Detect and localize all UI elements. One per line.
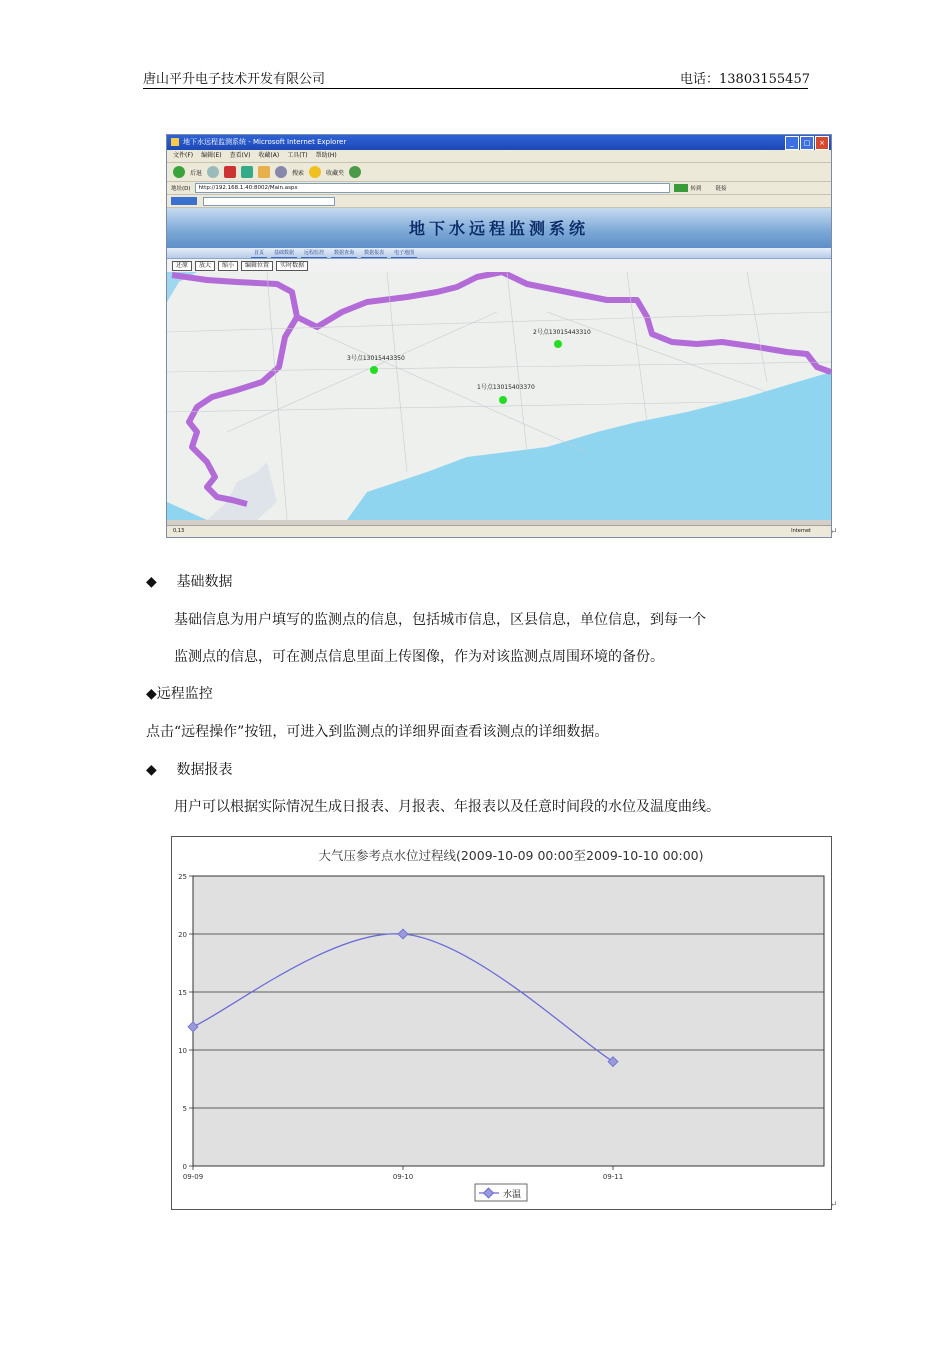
status-left: 0,13 bbox=[173, 528, 185, 534]
y-tick-label: 20 bbox=[178, 931, 187, 939]
menu-view[interactable]: 查看(V) bbox=[229, 152, 251, 159]
map-zoom-out-button[interactable]: 缩小 bbox=[218, 261, 238, 271]
x-tick-label: 09-09 bbox=[182, 1173, 204, 1181]
map-edit-position-button[interactable]: 编辑位置 bbox=[241, 261, 273, 271]
marker-2-label[interactable]: 2号点13015443310 bbox=[533, 329, 591, 336]
map-graphic bbox=[167, 272, 831, 520]
bullet-diamond-icon: ◆ bbox=[146, 762, 157, 778]
status-zone: Internet bbox=[791, 528, 811, 534]
app-nav bbox=[167, 248, 831, 259]
marker-2-dot[interactable] bbox=[554, 340, 562, 348]
y-tick-label: 10 bbox=[178, 1047, 187, 1055]
favorites-icon[interactable] bbox=[309, 166, 321, 178]
return-mark-icon: ↵ bbox=[830, 527, 838, 537]
menu-bar bbox=[167, 150, 831, 163]
favorites-label[interactable]: 收藏夹 bbox=[326, 169, 345, 177]
map-view[interactable] bbox=[167, 272, 831, 520]
map-realtime-button[interactable]: 实时数据 bbox=[276, 261, 308, 271]
menu-favorites[interactable]: 收藏(A) bbox=[258, 152, 280, 159]
close-icon[interactable]: × bbox=[815, 136, 829, 150]
section-remote-heading: ◆远程监控 bbox=[146, 686, 213, 702]
nav-home[interactable]: 首页 bbox=[251, 248, 267, 258]
basic-line-1: 基础信息为用户填写的监测点的信息，包括城市信息，区县信息，单位信息，到每一个 bbox=[174, 612, 706, 628]
nav-data-report[interactable]: 数据报表 bbox=[361, 248, 387, 258]
browser-statusbar bbox=[167, 525, 831, 537]
map-reset-button[interactable]: 还原 bbox=[172, 261, 192, 271]
go-icon[interactable] bbox=[674, 184, 688, 192]
x-tick-label: 09-11 bbox=[602, 1173, 624, 1181]
section-report-heading bbox=[146, 760, 232, 780]
app-banner bbox=[167, 208, 831, 248]
forward-icon[interactable] bbox=[207, 166, 219, 178]
menu-help[interactable]: 帮助(H) bbox=[315, 152, 337, 159]
nav-remote-monitor[interactable]: 远程监控 bbox=[301, 248, 327, 258]
toolbar-search-input[interactable] bbox=[203, 197, 335, 206]
legend-label: 水温 bbox=[503, 1190, 522, 1200]
basic-line-2: 监测点的信息，可在测点信息里面上传图像，作为对该监测点周围环境的备份。 bbox=[174, 649, 664, 665]
app-title: 地下水远程监测系统 bbox=[408, 219, 589, 238]
plot-area bbox=[193, 876, 824, 1166]
search-label[interactable]: 搜索 bbox=[292, 169, 305, 177]
nav-map[interactable]: 电子地图 bbox=[391, 248, 417, 258]
address-input[interactable]: http://192.168.1.40:8002/Main.aspx bbox=[195, 183, 670, 193]
nav-data-query[interactable]: 数据查询 bbox=[331, 248, 357, 258]
report-title: 数据报表 bbox=[176, 762, 233, 778]
browser-titlebar bbox=[167, 135, 831, 150]
header-rule bbox=[143, 88, 808, 89]
header-company: 唐山平升电子技术开发有限公司 bbox=[143, 72, 326, 87]
chart-frame bbox=[171, 836, 832, 1210]
chart-title: 大气压参考点水位过程线(2009-10-09 00:00至2009-10-10 00:00) bbox=[318, 848, 704, 863]
menu-edit[interactable]: 编辑(E) bbox=[201, 152, 222, 159]
address-bar bbox=[167, 182, 831, 195]
refresh-icon[interactable] bbox=[241, 166, 253, 178]
map-controls bbox=[167, 259, 831, 272]
history-icon[interactable] bbox=[349, 166, 361, 178]
maximize-icon[interactable]: □ bbox=[800, 136, 814, 150]
x-tick-label: 09-10 bbox=[392, 1173, 414, 1181]
nav-basic-data[interactable]: 基础数据 bbox=[271, 248, 297, 258]
ie-icon bbox=[171, 138, 179, 146]
marker-3-dot[interactable] bbox=[370, 366, 378, 374]
report-text: 用户可以根据实际情况生成日报表、月报表、年报表以及任意时间段的水位及温度曲线。 bbox=[174, 799, 720, 815]
header-phone: 电话：13803155457 bbox=[680, 72, 810, 87]
basic-title: 基础数据 bbox=[176, 574, 233, 590]
home-icon[interactable] bbox=[258, 166, 270, 178]
menu-file[interactable]: 文件(F) bbox=[173, 152, 194, 159]
y-tick-label: 5 bbox=[182, 1105, 187, 1113]
remote-text: 点击“远程操作”按钮，可进入到监测点的详细界面查看该测点的详细数据。 bbox=[146, 724, 609, 740]
back-label[interactable]: 后退 bbox=[190, 169, 203, 177]
y-tick-label: 25 bbox=[178, 873, 187, 881]
minimize-icon[interactable]: _ bbox=[785, 136, 799, 150]
water-level-chart bbox=[172, 837, 831, 1209]
y-tick-label: 15 bbox=[178, 989, 187, 997]
marker-1-label[interactable]: 1号点13015403370 bbox=[477, 384, 535, 391]
marker-3-label[interactable]: 3号点13015443350 bbox=[347, 355, 405, 362]
y-tick-label: 0 bbox=[182, 1163, 187, 1171]
window-buttons bbox=[785, 136, 829, 150]
stop-icon[interactable] bbox=[224, 166, 236, 178]
window-title: 地下水远程监测系统 - Microsoft Internet Explorer bbox=[183, 138, 347, 146]
menu-tools[interactable]: 工具(T) bbox=[287, 152, 308, 159]
go-label[interactable]: 转到 bbox=[690, 186, 702, 192]
back-icon[interactable] bbox=[173, 166, 185, 178]
bullet-diamond-icon: ◆ bbox=[146, 574, 157, 590]
map-zoom-in-button[interactable]: 放大 bbox=[195, 261, 215, 271]
search-toolbar bbox=[167, 195, 831, 208]
browser-screenshot bbox=[166, 134, 832, 538]
chart-legend bbox=[475, 1184, 527, 1201]
section-basic-heading bbox=[146, 572, 232, 592]
return-mark-icon: ↵ bbox=[830, 1200, 838, 1210]
address-label: 地址(D) bbox=[171, 186, 191, 192]
browser-toolbar bbox=[167, 163, 831, 182]
search-icon[interactable] bbox=[275, 166, 287, 178]
toolbar-logo-icon bbox=[171, 197, 197, 205]
marker-1-dot[interactable] bbox=[499, 396, 507, 404]
links-label[interactable]: 链接 bbox=[715, 186, 727, 192]
